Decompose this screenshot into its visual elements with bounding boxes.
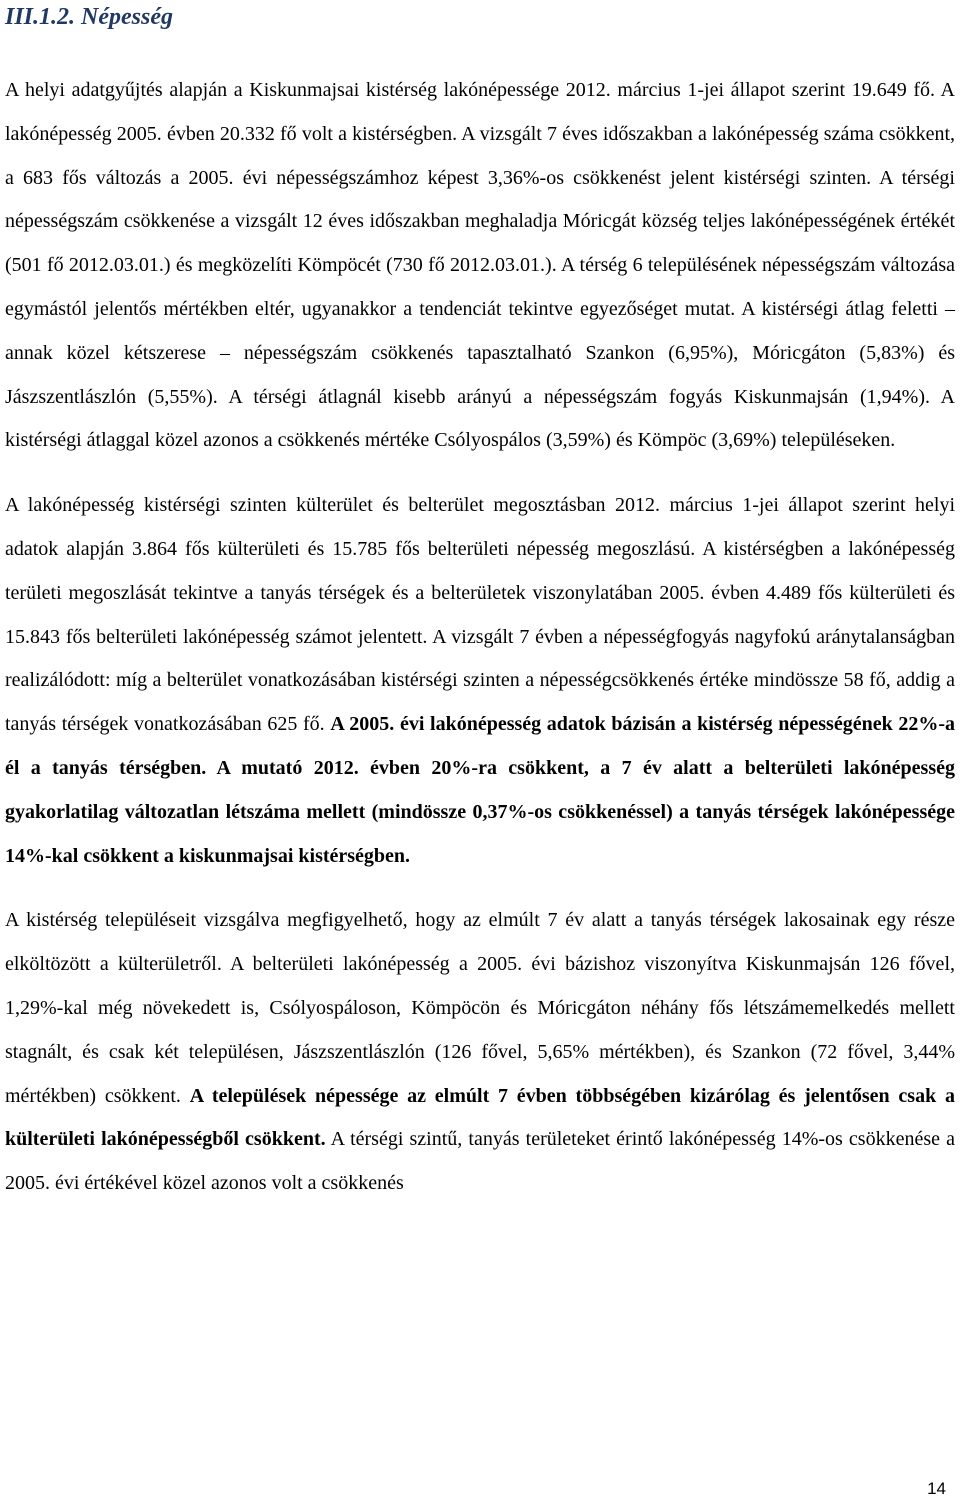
paragraph-text: A lakónépesség kistérségi szinten külterület és belterület megosztásban 2012. március 1-jei állapot szerint helyi adatok alapján 3.864 fős külterületi és 15.785 fős belterületi népesség megoszlású. A kistérségben a lakónépesség területi megoszlását tekintve a tanyás térségek és a belterületek viszonylatában 2005. évben 4.489 fős külterületi és 15.843 fős belterületi lakónépesség számot jelentett. A vizsgált 7 évben a népességfogyás nagyfokú aránytalanságban realizálódott: míg a belterület vonatkozásában kistérségi szinten a népességcsökkenés értéke mindössze 58 fő, addig a tanyás térségek vonatkozásában 625 fő. [5,494,955,736]
document-page [5,0,955,1206]
paragraph-text: A kistérség településeit vizsgálva megfigyelhető, hogy az elmúlt 7 év alatt a tanyás térségek lakosainak egy része elköltözött a külterületről. A belterületi lakónépesség a 2005. évi bázishoz viszonyítva Kiskunmajsán 126 fővel, 1,29%-kal még növekedett is, Csólyospáloson, Kömpöcön és Móricgáton néhány fős létszámemelkedés mellett stagnált, és csak két településen, Jászszentlászlón (126 fővel, 5,65% mértékben), és Szankon (72 fővel, 3,44% mértékben) csökkent. [5,909,955,1107]
paragraph [5,899,955,1206]
paragraph [5,484,955,878]
paragraph-text: A helyi adatgyűjtés alapján a Kiskunmajsai kistérség lakónépessége 2012. március 1-jei állapot szerint 19.649 fő. A lakónépesség 2005. évben 20.332 fő volt a kistérségben. A vizsgált 7 éves időszakban a lakónépesség száma csökkent, a 683 fős változás a 2005. évi népességszámhoz képest 3,36%-os csökkenést jelent kistérségi szinten. A térségi népességszám csökkenése a vizsgált 12 éves időszakban meghaladja Móricgát község teljes lakónépességének értékét (501 fő 2012.03.01.) és megközelíti Kömpöcét (730 fő 2012.03.01.). A térség 6 településének népességszám változása egymástól jelentős mértékben eltér, ugyanakkor a tendenciát tekintve egyezőséget mutat. A kistérségi átlag feletti – annak közel kétszerese – népességszám csökkenés tapasztalható Szankon (6,95%), Móricgáton (5,83%) és Jászszentlászlón (5,55%). A térségi átlagnál kisebb arányú a népességszám fogyás Kiskunmajsán (1,94%). A kistérségi átlaggal közel azonos a csökkenés mértéke Csólyospálos (3,59%) és Kömpöc (3,69%) településeken. [5,79,955,452]
paragraph-bold-text: A 2005. évi lakónépesség adatok bázisán a kistérség népességének 22%-a él a tanyás térségben. A mutató 2012. évben 20%-ra csökkent, a 7 év alatt a belterületi lakónépesség gyakorlatilag változatlan létszáma mellett (mindösszе 0,37%-os csökkenéssel) a tanyás térségek lakónépessége 14%-kal csökkent a kiskunmajsai kistérségben. [5,713,956,867]
paragraph-bold-text: A települések népessége az elmúlt 7 évben többségében kizárólag és jelentősen csak a külterületi lakónépességből csökkent. [5,1084,955,1151]
paragraph [5,69,955,463]
page-number: 14 [927,1479,946,1498]
section-heading: III.1.2. Népesség [5,4,173,30]
paragraph-text: A térségi szintű, tanyás területeket érintő lakónépesség 14%-os csökkenése a 2005. évi értékével közel azonos volt a csökkenés [5,1128,955,1195]
